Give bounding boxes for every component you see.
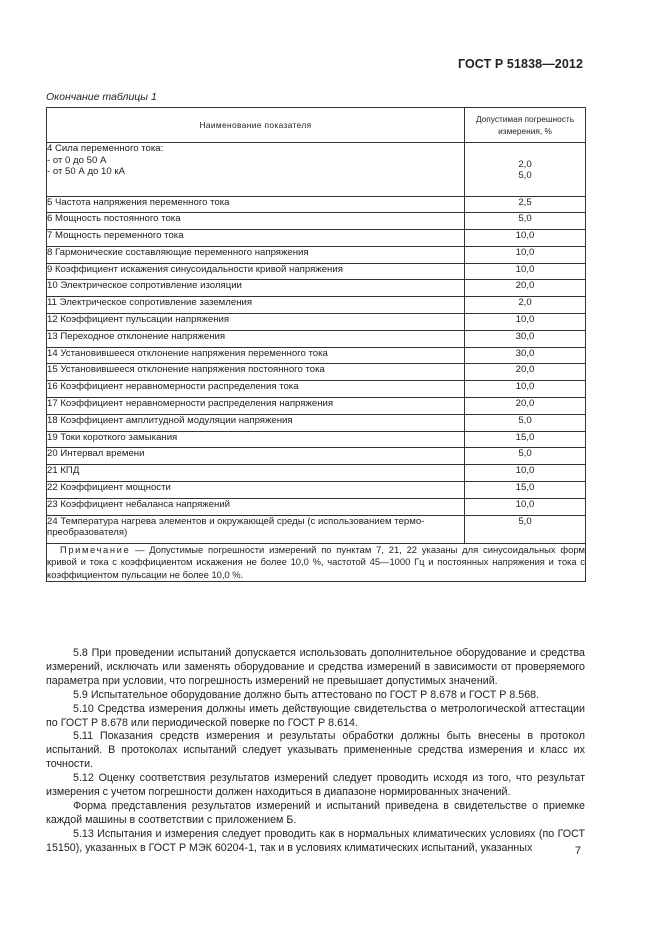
table-row — [47, 246, 586, 263]
column-header-error: Допустимая погрешность измерения, % — [465, 108, 586, 143]
table-row — [47, 465, 586, 482]
document-number: ГОСТ Р 51838—2012 — [457, 57, 583, 71]
table-row — [47, 515, 586, 543]
row-sub-value: 5,0 — [518, 170, 532, 181]
row-name: 14 Установившееся отклонение напряжения переменного тока — [47, 347, 465, 364]
row-name: 19 Токи короткого замыкания — [47, 431, 465, 448]
row-name: 11 Электрическое сопротивление заземления — [47, 297, 465, 314]
row-name: 21 КПД — [47, 465, 465, 482]
table-note — [47, 543, 586, 582]
row-name: 22 Коэффициент мощности — [47, 482, 465, 499]
table-row — [47, 330, 586, 347]
table-row — [47, 297, 586, 314]
row-name: 17 Коэффициент неравномерности распределения напряжения — [47, 398, 465, 415]
row-title: 4 Сила переменного тока: — [47, 143, 164, 154]
paragraph: 5.9 Испытательное оборудование должно быть аттестовано по ГОСТ Р 8.678 и ГОСТ Р 8.568. — [73, 688, 540, 701]
table-row — [47, 381, 586, 398]
table-row — [47, 280, 586, 297]
column-header-name: Наименование показателя — [47, 108, 465, 143]
row-value: 30,0 — [465, 347, 586, 364]
row-name: 12 Коэффициент пульсации напряжения — [47, 314, 465, 331]
table-row — [47, 230, 586, 247]
table-caption: Окончание таблицы 1 — [46, 91, 157, 103]
measurement-error-table — [46, 107, 586, 582]
row-value: 20,0 — [465, 280, 586, 297]
row-value: 15,0 — [465, 431, 586, 448]
row-name: 7 Мощность переменного тока — [47, 230, 465, 247]
row-value: 5,0 — [465, 448, 586, 465]
row-value: 10,0 — [465, 314, 586, 331]
row-value: 10,0 — [465, 498, 586, 515]
row-value: 30,0 — [465, 330, 586, 347]
paragraph: 5.11 Показания средств измерения и результаты обработки должны быть внесены в протокол испытаний. В протоколах испытаний следует указывать примененные средства измерения и класс их точности. — [46, 730, 585, 771]
table-row — [47, 448, 586, 465]
row-value: 20,0 — [465, 398, 586, 415]
row-name: 23 Коэффициент небаланса напряжений — [47, 498, 465, 515]
row-name: 8 Гармонические составляющие переменного напряжения — [47, 246, 465, 263]
row-value: 5,0 — [465, 414, 586, 431]
table-row — [47, 143, 586, 197]
row-value: 2,0 — [465, 297, 586, 314]
page-number: 7 — [574, 845, 581, 857]
row-value — [465, 143, 586, 197]
row-name: 24 Температура нагрева элементов и окружающей среды (с использованием термо-преобразователя) — [47, 515, 465, 543]
table-note-row — [47, 543, 586, 582]
row-value: 15,0 — [465, 482, 586, 499]
table-row — [47, 347, 586, 364]
row-name: 20 Интервал времени — [47, 448, 465, 465]
row-value: 10,0 — [465, 263, 586, 280]
row-name: 16 Коэффициент неравномерности распределения тока — [47, 381, 465, 398]
row-value: 10,0 — [465, 246, 586, 263]
table-row — [47, 314, 586, 331]
table-row — [47, 196, 586, 213]
table-row — [47, 213, 586, 230]
note-label: Примечание — [60, 543, 131, 555]
paragraph: 5.13 Испытания и измерения следует проводить как в нормальных климатических условиях (по ГОСТ 15150), указанных в ГОСТ Р МЭК 60204-1, так и в условиях климатических испытаний, указанных — [46, 827, 585, 854]
row-value: 10,0 — [465, 465, 586, 482]
row-value: 5,0 — [465, 213, 586, 230]
table-row — [47, 482, 586, 499]
paragraph: 5.12 Оценку соответствия результатов измерений следует проводить исходя из того, что результат измерения с учетом погрешности должен находиться в диапазоне нормированных значений. — [46, 772, 585, 799]
note-text: — Допустимые погрешности измерений по пунктам 7, 21, 22 указаны для синусоидальных форм кривой и тока с коэффициентом искажения не более 10,0 %, частотой 45—1000 Гц и постоянных напряжения и тока с коэффициентом пульсации не более 10,0 %. — [47, 543, 585, 580]
row-value: 5,0 — [465, 515, 586, 543]
row-name: 5 Частота напряжения переменного тока — [47, 196, 465, 213]
row-name: 18 Коэффициент амплитудной модуляции напряжения — [47, 414, 465, 431]
row-name: 9 Коэффициент искажения синусоидальности кривой напряжения — [47, 263, 465, 280]
row-name: 6 Мощность постоянного тока — [47, 213, 465, 230]
row-value: 10,0 — [465, 381, 586, 398]
table-row — [47, 431, 586, 448]
paragraph: 5.8 При проведении испытаний допускается использовать дополнительное оборудование и средства измерений, исключать или заменять оборудование и средства измерений в зависимости от проверяемого параметра при условии, что погрешность измерений не превышает допустимых значений. — [46, 647, 585, 687]
body-text — [46, 647, 585, 856]
row-value: 20,0 — [465, 364, 586, 381]
row-value: 10,0 — [465, 230, 586, 247]
row-name: 10 Электрическое сопротивление изоляции — [47, 280, 465, 297]
row-sub-item: - от 50 А до 10 кА — [47, 166, 125, 177]
table-row — [47, 364, 586, 381]
row-sub-item: - от 0 до 50 А — [47, 154, 107, 166]
table-row — [47, 398, 586, 415]
paragraph: Форма представления результатов измерений и испытаний приведена в свидетельстве о приемке каждой машины в соответствии с приложением Б. — [46, 799, 585, 826]
row-value: 2,5 — [465, 196, 586, 213]
row-name: 13 Переходное отклонение напряжения — [47, 330, 465, 347]
paragraph: 5.10 Средства измерения должны иметь действующие свидетельства о метрологической аттестации по ГОСТ Р 8.678 или периодической поверке по ГОСТ Р 8.614. — [46, 702, 585, 729]
table-row — [47, 263, 586, 280]
table-row — [47, 498, 586, 515]
row-sub-value: 2,0 — [518, 158, 532, 170]
row-name: 15 Установившееся отклонение напряжения постоянного тока — [47, 364, 465, 381]
row-name — [47, 143, 465, 197]
table-row — [47, 414, 586, 431]
